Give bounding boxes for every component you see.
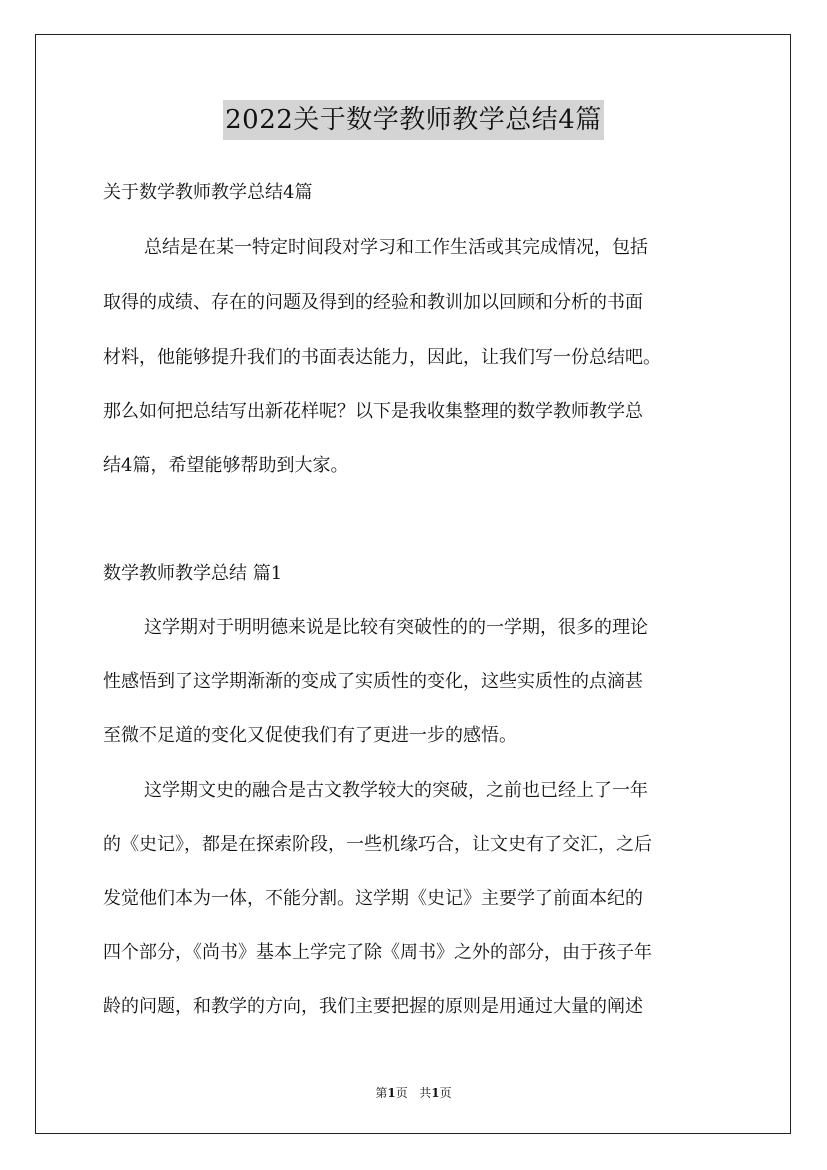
page-suffix: 页 — [395, 1086, 408, 1100]
page-prefix: 第 — [375, 1086, 388, 1100]
document-title: 2022关于数学教师教学总结4篇 — [223, 100, 604, 140]
paragraph-line: 的《史记》，都是在探索阶段，一些机缘巧合，让文史有了交汇，之后 — [103, 834, 652, 855]
title-container — [0, 100, 827, 140]
paragraph-line: 性感悟到了这学期渐渐的变成了实质性的变化，这些实质性的点滴甚 — [103, 671, 643, 692]
paragraph-line: 这学期文史的融合是古文教学较大的突破，之前也已经上了一年 — [144, 780, 648, 801]
section-heading: 数学教师教学总结 篇1 — [103, 563, 283, 584]
paragraph-line: 龄的问题，和教学的方向，我们主要把握的原则是用通过大量的阐述 — [103, 996, 643, 1017]
intro-line: 那么如何把总结写出新花样呢？以下是我收集整理的数学教师教学总 — [103, 401, 643, 422]
intro-line: 总结是在某一特定时间段对学习和工作生活或其完成情况，包括 — [144, 237, 648, 258]
intro-line: 结4篇，希望能够帮助到大家。 — [103, 455, 349, 476]
page-footer — [0, 1084, 827, 1101]
subtitle: 关于数学教师教学总结4篇 — [103, 182, 313, 203]
total-prefix: 共 — [419, 1086, 432, 1100]
paragraph-line: 至微不足道的变化又促使我们有了更进一步的感悟。 — [103, 725, 517, 746]
paragraph-line: 发觉他们本为一体，不能分割。这学期《史记》主要学了前面本纪的 — [103, 888, 643, 909]
total-suffix: 页 — [439, 1086, 452, 1100]
intro-line: 取得的成绩、存在的问题及得到的经验和教训加以回顾和分析的书面 — [103, 292, 643, 313]
total-pages: 1 — [431, 1086, 440, 1100]
page-number: 1 — [387, 1086, 396, 1100]
paragraph-line: 四个部分，《尚书》基本上学完了除《周书》之外的部分，由于孩子年 — [103, 942, 652, 963]
paragraph-line: 这学期对于明明德来说是比较有突破性的的一学期，很多的理论 — [144, 617, 648, 638]
intro-line: 材料，他能够提升我们的书面表达能力，因此，让我们写一份总结吧。 — [103, 347, 661, 368]
